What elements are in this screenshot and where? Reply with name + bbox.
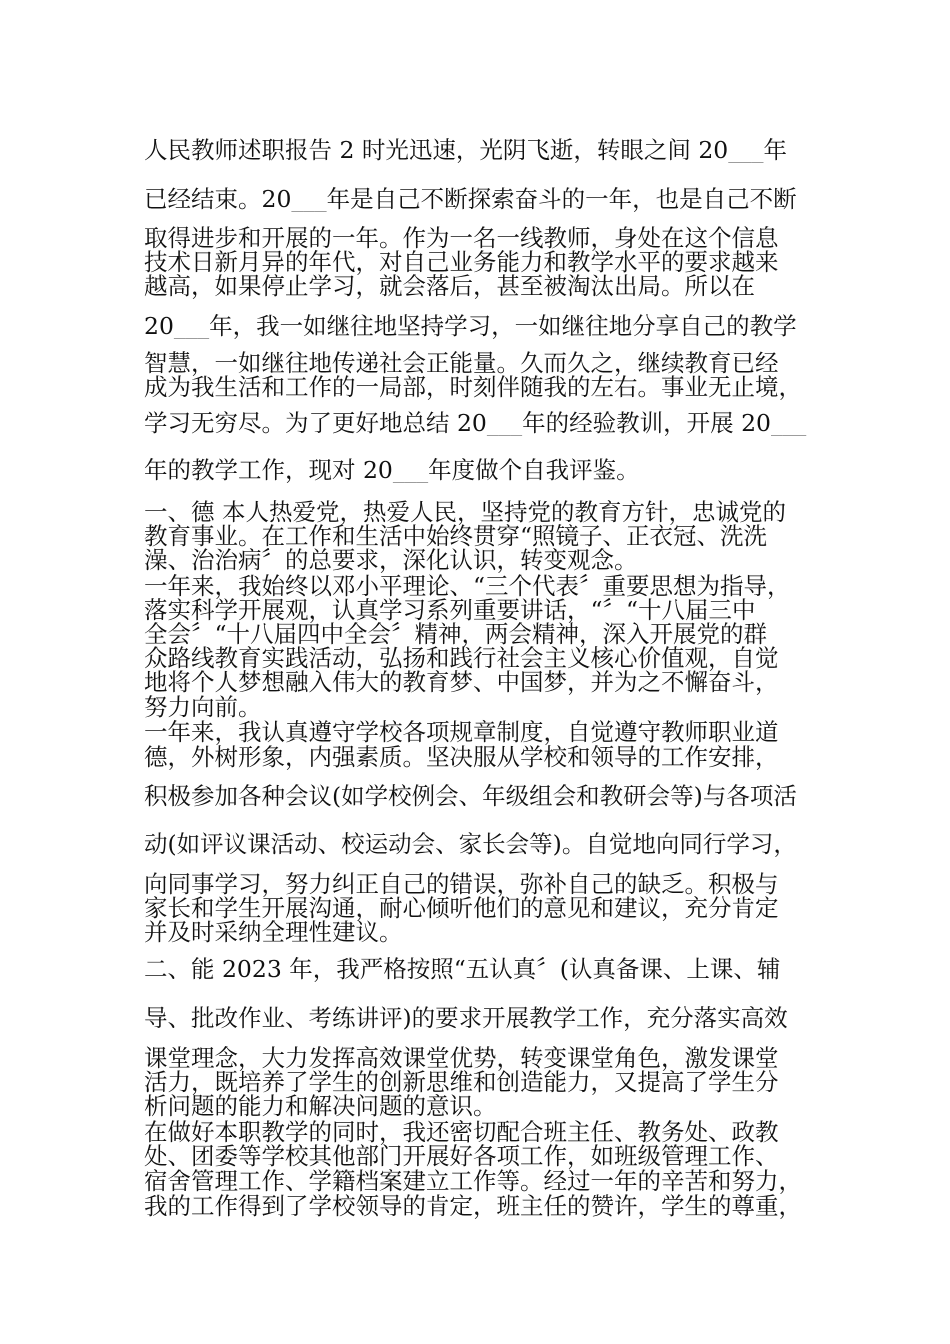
text-line: 并及时采纳全理性建议。 — [144, 919, 403, 945]
text-line: 一年来，我认真遵守学校各项规章制度，自觉遵守教师职业道 — [144, 719, 779, 745]
text-line: 析问题的能力和解决问题的意识。 — [144, 1093, 497, 1119]
text-line: 努力向前。 — [144, 694, 262, 720]
text-line: 众路线教育实践活动，弘扬和践行社会主义核心价值观，自觉 — [144, 645, 779, 671]
text-line: 家长和学生开展沟通，耐心倾听他们的意见和建议，充分肯定 — [144, 895, 779, 921]
text-line: 在做好本职教学的同时，我还密切配合班主任、教务处、政教 — [144, 1119, 779, 1145]
text-line: 成为我生活和工作的一局部，时刻伴随我的左右。事业无止境， — [144, 374, 802, 400]
text-line: 向同事学习，努力纠正自己的错误，弥补自己的缺乏。积极与 — [144, 871, 779, 897]
text-line: 落实科学开展观，认真学习系列重要讲话，“〞“十八届三中 — [144, 597, 756, 623]
text-line: 年的教学工作，现对 20___年度做个自我评鉴。 — [144, 457, 640, 483]
text-line: 动(如评议课活动、校运动会、家长会等)。自觉地向同行学习， — [144, 831, 797, 857]
text-line: 导、批改作业、考练讲评)的要求开展教学工作，充分落实高效 — [144, 1005, 788, 1031]
text-line: 地将个人梦想融入伟大的教育梦、中国梦，并为之不懈奋斗， — [144, 669, 779, 695]
text-line: 处、团委等学校其他部门开展好各项工作，如班级管理工作、 — [144, 1143, 779, 1169]
text-line: 德，外树形象，内强素质。坚决服从学校和领导的工作安排， — [144, 744, 779, 770]
text-line: 已经结束。20___年是自己不断探索奋斗的一年，也是自己不断 — [144, 186, 797, 212]
text-line: 二、能 2023 年，我严格按照“五认真〞(认真备课、上课、辅 — [144, 956, 781, 982]
text-line: 一、德 本人热爱党，热爱人民，坚持党的教育方针，忠诚党的 — [144, 499, 786, 525]
text-line: 教育事业。在工作和生活中始终贯穿“照镜子、正衣冠、洗洗 — [144, 523, 768, 549]
text-line: 积极参加各种会议(如学校例会、年级组会和教研会等)与各项活 — [144, 783, 797, 809]
text-line: 全会〞“十八届四中全会〞精神，两会精神，深入开展党的群 — [144, 621, 768, 647]
text-line: 我的工作得到了学校领导的肯定，班主任的赞许，学生的尊重， — [144, 1193, 802, 1219]
text-line: 活力，既培养了学生的创新思维和创造能力，又提高了学生分 — [144, 1069, 779, 1095]
text-line: 人民教师述职报告 2 时光迅速，光阴飞逝，转眼之间 20___年 — [144, 137, 788, 163]
text-line: 技术日新月异的年代，对自己业务能力和教学水平的要求越来 — [144, 249, 779, 275]
text-line: 学习无穷尽。为了更好地总结 20___年的经验教训，开展 20___ — [144, 410, 807, 436]
text-line: 20___年，我一如继往地坚持学习，一如继往地分享自己的教学 — [144, 313, 797, 339]
text-line: 越高，如果停止学习，就会落后，甚至被淘汰出局。所以在 — [144, 273, 755, 299]
text-line: 取得进步和开展的一年。作为一名一线教师，身处在这个信息 — [144, 225, 779, 251]
text-line: 一年来，我始终以邓小平理论、“三个代表〞重要思想为指导， — [144, 573, 791, 599]
text-line: 澡、治治病〞的总要求，深化认识，转变观念。 — [144, 547, 638, 573]
text-line: 课堂理念，大力发挥高效课堂优势，转变课堂角色，激发课堂 — [144, 1045, 779, 1071]
text-line: 宿舍管理工作、学籍档案建立工作等。经过一年的辛苦和努力， — [144, 1168, 802, 1194]
text-line: 智慧，一如继往地传递社会正能量。久而久之，继续教育已经 — [144, 350, 779, 376]
